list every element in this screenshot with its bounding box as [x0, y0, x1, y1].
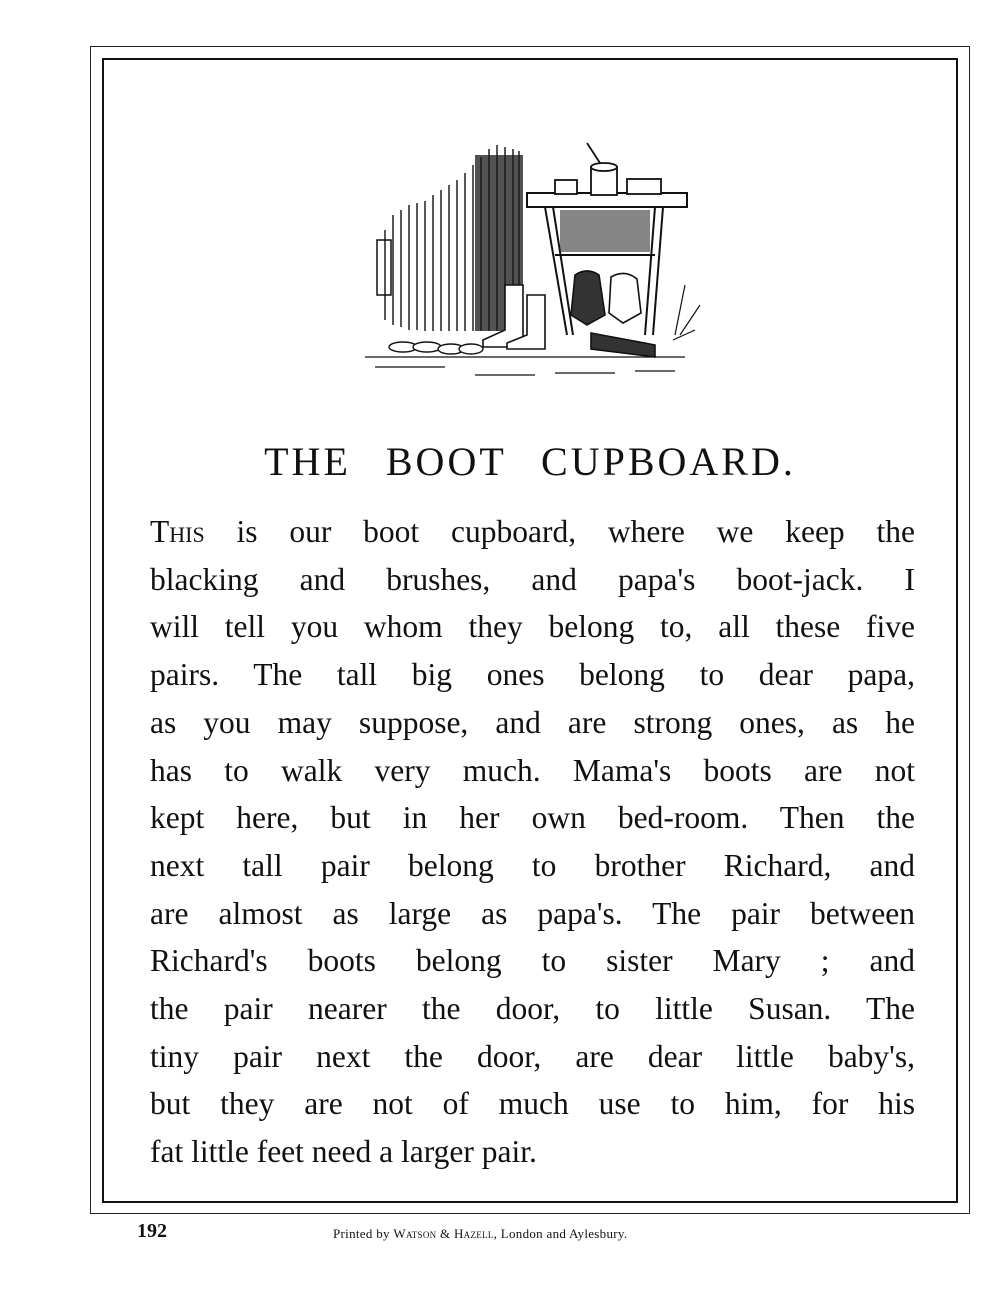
text-line-7: kept here, but in her own bed-room. Then the [150, 800, 915, 836]
first-word: This [150, 514, 205, 549]
story-text [150, 508, 915, 1176]
text-line-2: blacking and brushes, and papa's boot-jack. I [150, 561, 915, 597]
text-line-11: the pair nearer the door, to little Susan. The [150, 991, 915, 1027]
text-line-9: are almost as large as papa's. The pair between [150, 895, 915, 931]
text-line-10: Richard's boots belong to sister Mary ; and [150, 943, 915, 979]
text-line-1: This is our boot cupboard, where we keep the [150, 514, 915, 549]
text-line-3: will tell you whom they belong to, all these five [150, 609, 915, 645]
text-line-14: fat little feet need a larger pair. [150, 1134, 537, 1170]
boot-cupboard-illustration [355, 135, 705, 395]
text-line-6: has to walk very much. Mama's boots are not [150, 752, 915, 788]
text-line-8: next tall pair belong to brother Richard, and [150, 847, 915, 883]
text-line-5: as you may suppose, and are strong ones, as he [150, 704, 915, 740]
text-line-12: tiny pair next the door, are dear little baby's, [150, 1038, 915, 1074]
text-line-13: but they are not of much use to him, for his [150, 1086, 915, 1122]
page-number: 192 [137, 1220, 167, 1242]
page-title: THE BOOT CUPBOARD. [264, 439, 796, 484]
printer-credit: Printed by Watson & Hazell, London and Aylesbury. [333, 1226, 628, 1241]
text-line-4: pairs. The tall big ones belong to dear papa, [150, 657, 915, 693]
